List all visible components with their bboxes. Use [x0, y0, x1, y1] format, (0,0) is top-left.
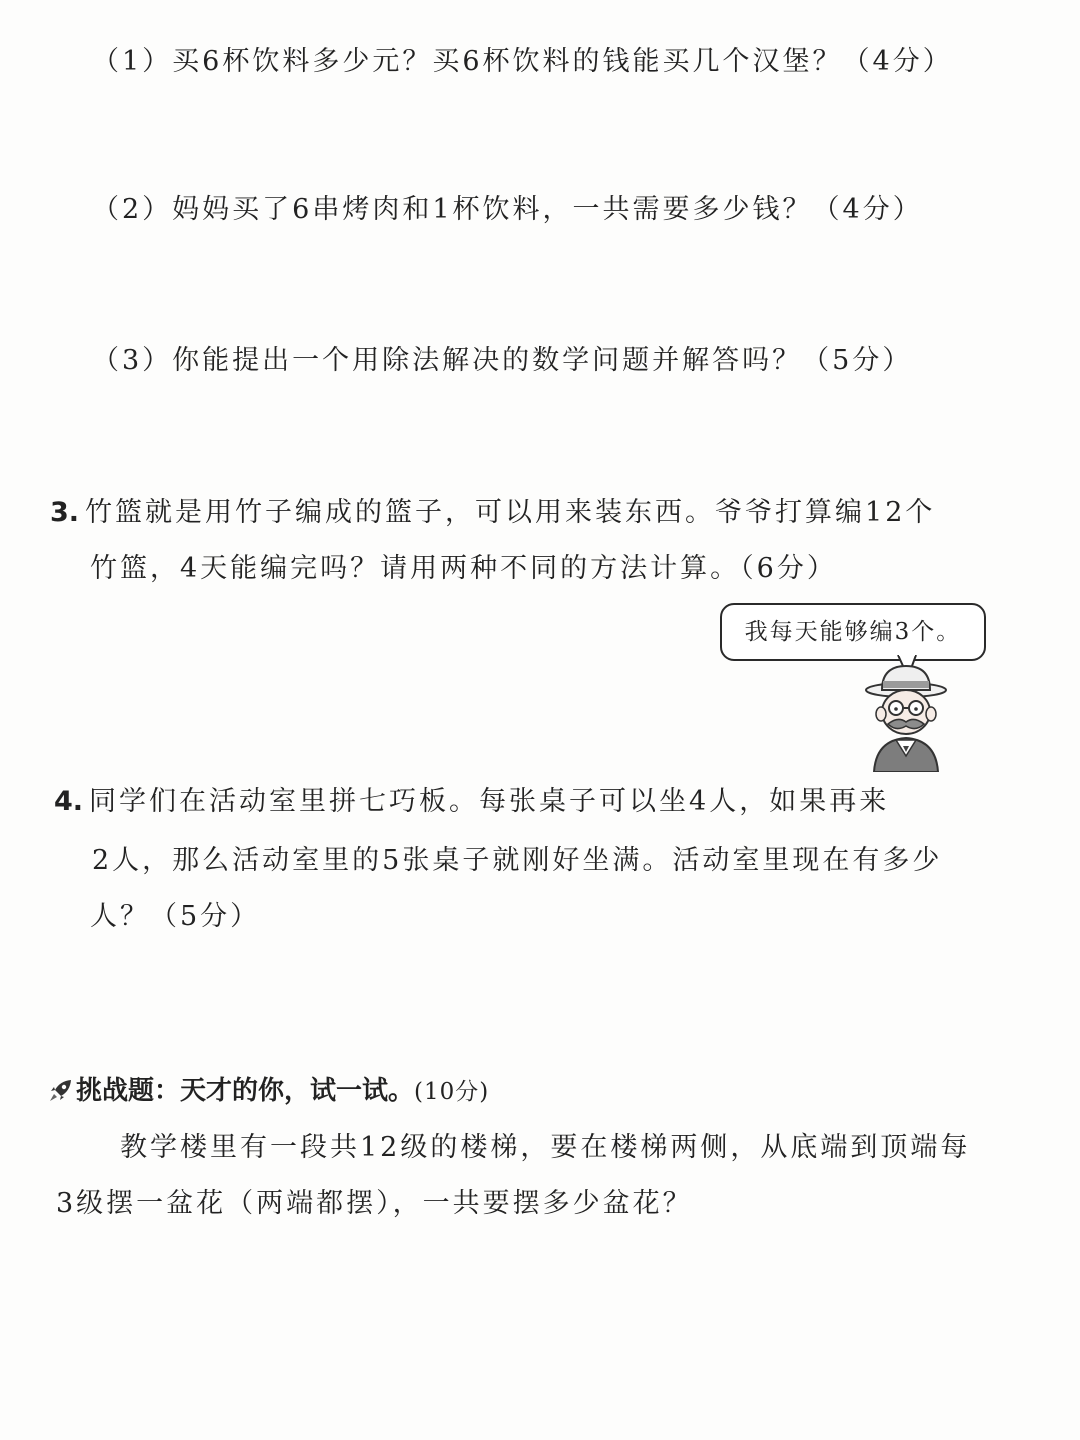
q4-number: 4. — [54, 786, 84, 817]
challenge-title: 挑战题：天才的你，试一试。 — [76, 1076, 415, 1106]
speech-bubble — [720, 603, 986, 661]
speech-bubble-text: 我每天能够编3个。 — [744, 619, 962, 645]
q4-line-1 — [54, 784, 889, 820]
q4-line-3: 人？（5分） — [90, 901, 261, 932]
q2-part-2: （2）妈妈买了6串烤肉和1杯饮料，一共需要多少钱？（4分） — [92, 194, 923, 225]
challenge-line-1: 教学楼里有一段共12级的楼梯，要在楼梯两侧，从底端到顶端每 — [120, 1132, 971, 1163]
q2-part-1: （1）买6杯饮料多少元？买6杯饮料的钱能买几个汉堡？（4分） — [92, 46, 953, 77]
q3-line-2: 竹篮，4天能编完吗？请用两种不同的方法计算。（6分） — [90, 553, 837, 584]
challenge-heading — [48, 1073, 489, 1110]
q3-number: 3. — [50, 497, 80, 528]
q3-text-1: 竹篮就是用竹子编成的篮子，可以用来装东西。爷爷打算编12个 — [85, 497, 936, 528]
q2-part-3: （3）你能提出一个用除法解决的数学问题并解答吗？（5分） — [92, 345, 913, 376]
q4-text-1: 同学们在活动室里拼七巧板。每张桌子可以坐4人，如果再来 — [89, 786, 890, 817]
challenge-line-2: 3级摆一盆花（两端都摆），一共要摆多少盆花？ — [56, 1188, 693, 1219]
rocket-icon — [48, 1077, 74, 1103]
q4-line-2: 2人，那么活动室里的5张桌子就刚好坐满。活动室里现在有多少 — [92, 845, 943, 876]
challenge-score: (10分) — [414, 1079, 490, 1105]
q3-line-1 — [50, 495, 935, 531]
grandpa-illustration — [856, 660, 956, 772]
